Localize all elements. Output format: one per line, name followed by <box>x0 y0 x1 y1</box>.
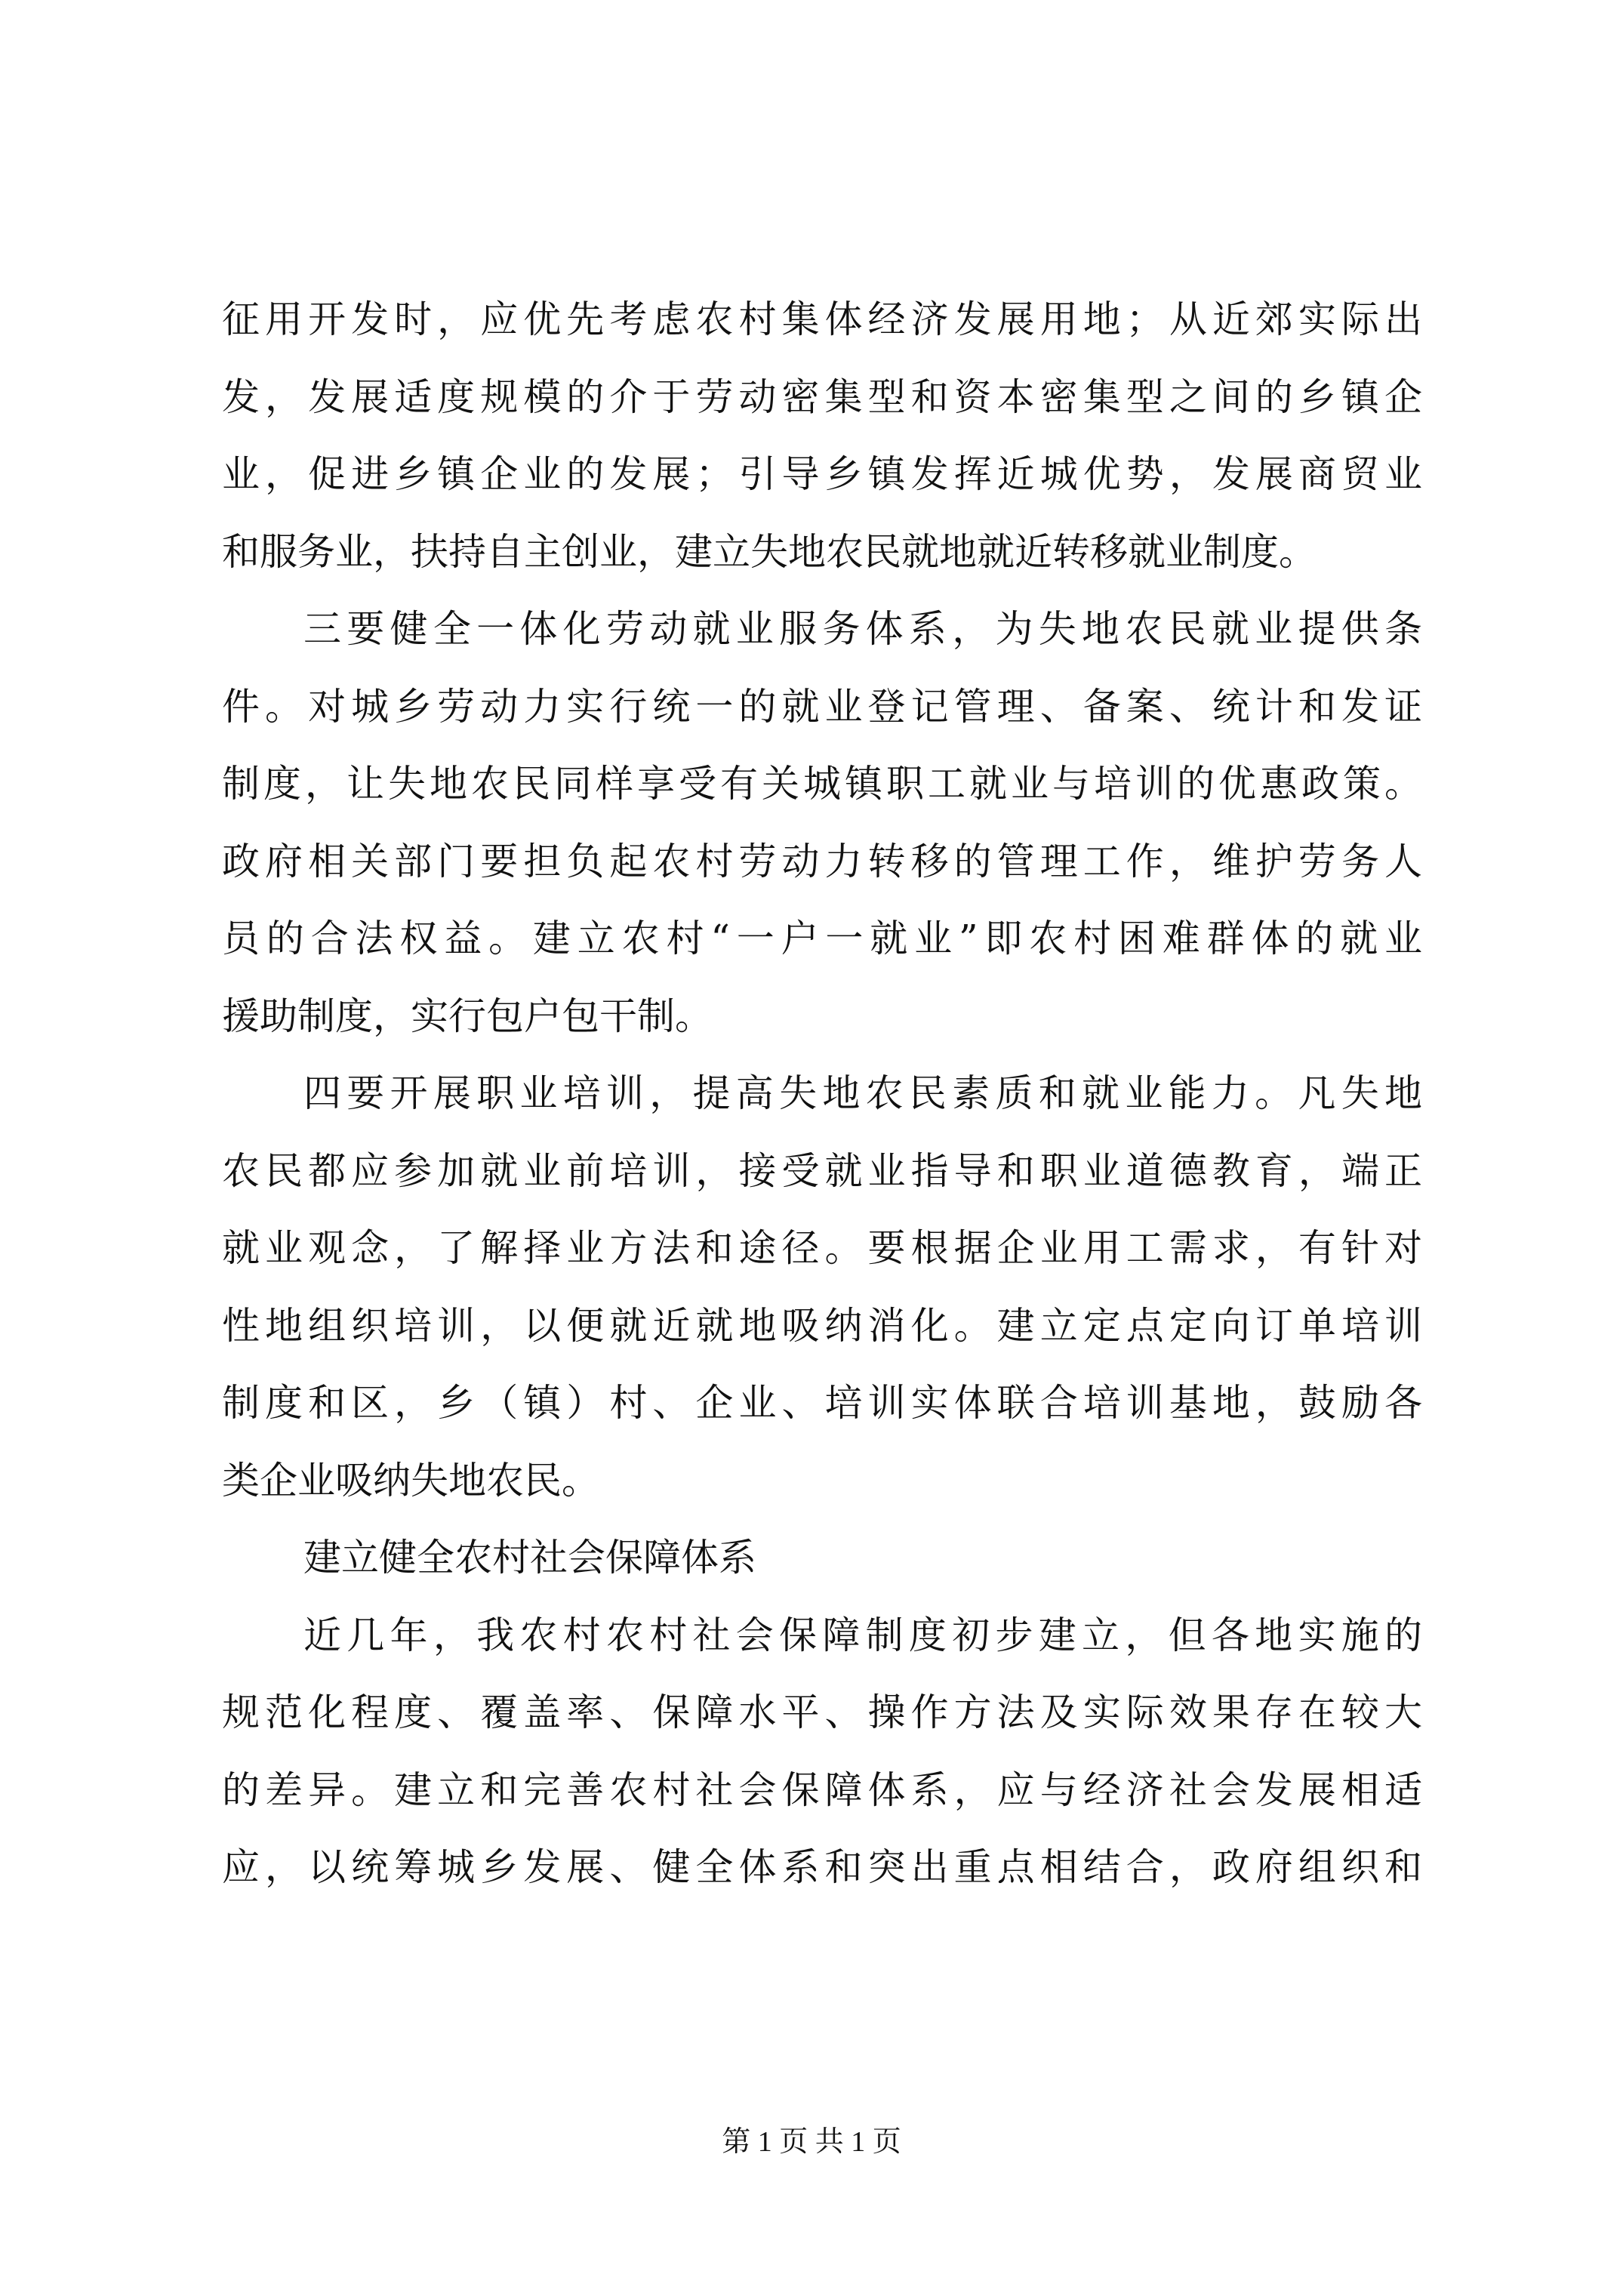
text-line: 发，发展适度规模的介于劳动密集型和资本密集型之间的乡镇企 <box>222 374 1422 419</box>
text-line: 农民都应参加就业前培训，接受就业指导和职业道德教育，端正 <box>222 1148 1422 1193</box>
text-line: 应，以统筹城乡发展、健全体系和突出重点相结合，政府组织和 <box>222 1845 1422 1889</box>
paragraph-start-line: 近几年，我农村农村社会保障制度初步建立，但各地实施的 <box>303 1613 1422 1657</box>
text-line: 业，促进乡镇企业的发展；引导乡镇发挥近城优势，发展商贸业 <box>222 452 1422 496</box>
text-line: 政府相关部门要担负起农村劳动力转移的管理工作，维护劳务人 <box>222 839 1422 883</box>
text-line: 性地组织培训，以便就近就地吸纳消化。建立定点定向订单培训 <box>222 1303 1422 1348</box>
text-line: 征用开发时，应优先考虑农村集体经济发展用地；从近郊实际出 <box>222 297 1422 341</box>
text-line: 的差异。建立和完善农村社会保障体系，应与经济社会发展相适 <box>222 1767 1422 1812</box>
paragraph-start-line: 四要开展职业培训，提高失地农民素质和就业能力。凡失地 <box>303 1071 1422 1115</box>
text-line: 就业观念，了解择业方法和途径。要根据企业用工需求，有针对 <box>222 1226 1422 1270</box>
paragraph-start-line: 三要健全一体化劳动就业服务体系，为失地农民就业提供条 <box>303 607 1422 651</box>
text-line: 和服务业，扶持自主创业，建立失地农民就地就近转移就业制度。 <box>222 529 1317 574</box>
section-heading: 建立健全农村社会保障体系 <box>303 1536 756 1579</box>
text-line: 类企业吸纳失地农民。 <box>222 1458 599 1502</box>
page-number-footer: 第 1 页 共 1 页 <box>722 2126 901 2158</box>
text-line: 制度和区，乡（镇）村、企业、培训实体联合培训基地，鼓励各 <box>222 1381 1422 1425</box>
text-line: 规范化程度、覆盖率、保障水平、操作方法及实际效果存在较大 <box>222 1690 1422 1734</box>
text-line: 援助制度，实行包户包干制。 <box>222 994 713 1038</box>
text-line: 制度，让失地农民同样享受有关城镇职工就业与培训的优惠政策。 <box>222 762 1422 806</box>
text-line: 员的合法权益。建立农村“一户一就业”即农村困难群体的就业 <box>222 917 1422 960</box>
document-body <box>222 281 1422 1906</box>
text-line: 件。对城乡劳动力实行统一的就业登记管理、备案、统计和发证 <box>222 684 1422 729</box>
